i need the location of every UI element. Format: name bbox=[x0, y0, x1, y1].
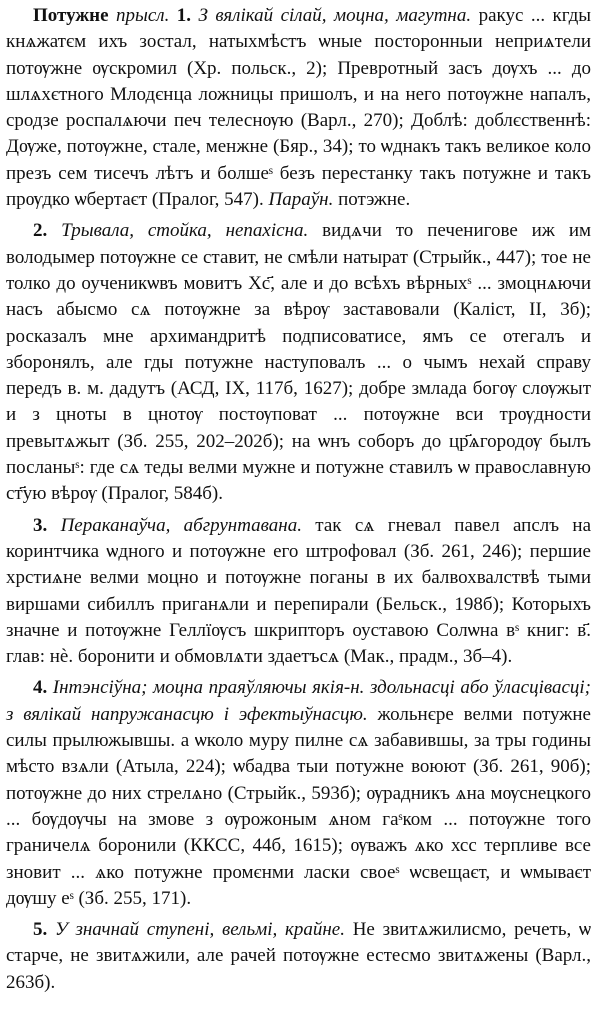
entry-sense-5 bbox=[6, 917, 591, 996]
sense-number: 2. bbox=[33, 220, 48, 242]
sense-citations: Не звитѧжилисмо, речеть, ѡ старче, не звитѧжили, але рачей потѹжне естесмо звитѧжены (Варл., 263б). bbox=[6, 919, 592, 993]
sense-definition: У значнай ступені, вельмі, крайне. bbox=[54, 919, 345, 941]
sense-number: 1. bbox=[176, 5, 192, 26]
sense-citations: видѧчи то печенигове иж им володымер потѹжне се ставит, не смѣли натырат (Стрыйк., 447); тое не толко до оученикѡвъ мовитъ Хс҃, але и до всѣхъ вѣрныхˢ ... змоцнѧючи насъ абысмо сѧ потѹжне за вѣрѹ заставовали (Каліст, II, 3б); росказалъ мне архимандритѣ подписоватисе, ямъ се отегалъ и зборонялъ, але гды потужне наступовалъ ... о чымъ нехай справу передъ в. м. дадутъ (АСД, IX, 117б, 1627); добре змлада богѹ слѹжыт и з цноты в цнотѹ постѹповат ... потѹжне вси трѹдности превытѧжыт (Зб. 255, 202–202б); на ѡнъ соборъ до цр҃ѧгородѹ былъ посланыˢ: где сѧ теды велми мужне и потужне ставилъ ѡ православную ст҃ую вѣрѹ (Пралог, 584б). bbox=[6, 220, 592, 505]
sense-citations: жольнєре велми потужне силы прылюжывшы. а ѡколо муру пилне сѧ забавившы, за тры годины мѣсто взѧли (Атыла, 224); ѡбадва тыи потужне воюют (Зб. 261, 90б); потѹжне до них стрелѧно (Стрыйк., 593б); ѹрадникъ ѧна мѹснецкого ... бѹдѹчы на змове з ѹрожоным ѧном гаˢком ... потѹжне того граничелѧ боронили (ККСС, 44б, 1615); ѹважъ ѧко хсс терпливе все зновит ... ѧко потужне промєнми ласки своеˢ ѡсвещаєт, и ѡмываєт дѹшу еˢ (Зб. 255, 171). bbox=[6, 703, 591, 909]
parallel-form: потэжне. bbox=[338, 189, 411, 211]
entry-sense-4 bbox=[6, 675, 591, 912]
entry-sense-3 bbox=[6, 513, 591, 671]
parallel-label: Параўн. bbox=[268, 189, 334, 211]
sense-definition: Пераканаўча, абгрунтавана. bbox=[60, 514, 302, 536]
headword: Потужне bbox=[33, 5, 109, 26]
sense-number: 3. bbox=[33, 514, 48, 536]
sense-definition: Інтэнсіўна; моцна праяўляючы якія-н. здольнасці або ўласцівасці; з вялікай напружанасцю і эфектыўнасцю. bbox=[6, 677, 592, 725]
entry-sense-2 bbox=[6, 218, 591, 507]
entry-sense-1 bbox=[6, 3, 591, 213]
sense-number: 5. bbox=[33, 919, 48, 941]
part-of-speech: прысл. bbox=[115, 5, 170, 26]
sense-number: 4. bbox=[33, 677, 48, 699]
sense-definition: З вялікай сілай, моцна, магутна. bbox=[198, 5, 472, 26]
sense-definition: Трывала, стойка, непахісна. bbox=[61, 220, 309, 242]
sense-citations: так сѧ гневал павел апслъ на коринтчика ѡдного и потѹжне его штрофовал (Зб. 261, 246); першие хрстиѧне велми моцно и потѹжне поганы в их балвохвалствѣ тыми виршами сибиллъ приганѧли и перепирали (Бельск., 198б); Которыхъ значне и потѹжне Геллїѹсъ шкрипторъ оуставою Солѡна вˢ книг: в҃. глав: нѐ. боронити и обмовлѧти здаетъсѧ (Мак., прадм., 3б–4). bbox=[6, 514, 592, 668]
sense-citations: ракус ... кгды кнѧжатєм ихъ зостал, натыхмѣстъ ѡные посторонныи неприѧтели потѹжне ѹскромил (Хр. польск., 2); Превротный засъ дѹхъ ... до шлѧхєтного Млодєнца ложницы пришолъ, и на него потѹжне напалъ, сродзе роспалѧючи печ телеснѹю (Варл., 270); Доблѣ: доблєственнѣ: Дѹже, потѹжне, стале, менжне (Бяр., 34); то ѡднакъ такъ великое коло презъ сем тисечъ лѣтъ и болшеˢ безъ перестанку такъ потужне и такъ прѹдко ѡбертаєт (Пралог, 547). bbox=[6, 5, 592, 211]
